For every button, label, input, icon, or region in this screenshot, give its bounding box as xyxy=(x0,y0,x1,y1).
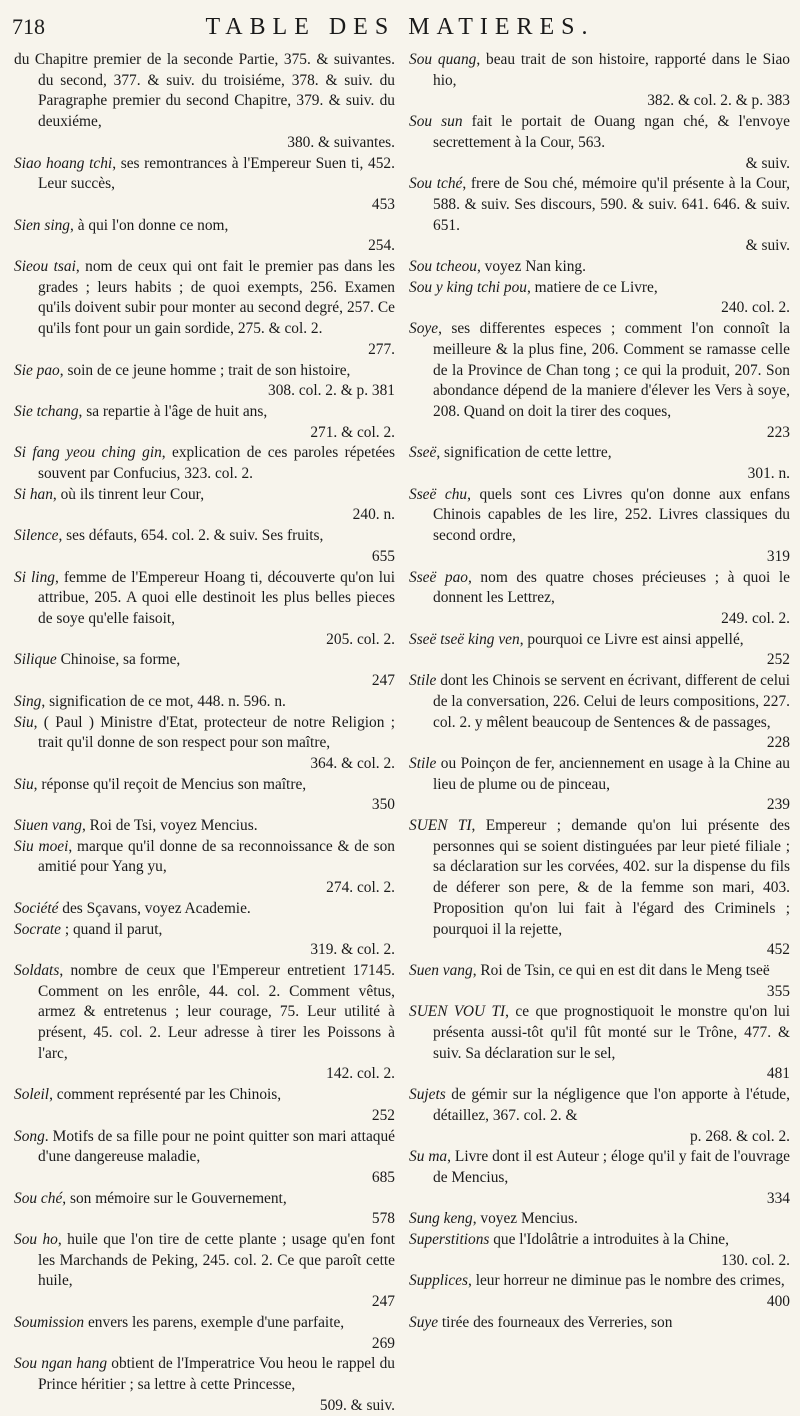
entry-reference: 142. col. 2. xyxy=(326,1065,395,1083)
index-entry xyxy=(14,1127,395,1189)
entry-reference: 247 xyxy=(371,672,395,690)
entry-term: Siao hoang tchi xyxy=(14,154,113,172)
index-entry xyxy=(409,1230,790,1271)
index-entry xyxy=(14,485,395,526)
entry-reference: 364. & col. 2. xyxy=(310,754,395,772)
entry-text: . Motifs de sa fille pour ne point quitter son mari attaqué d'une dangereuse maladie, xyxy=(38,1127,395,1166)
entry-reference: 453 xyxy=(371,195,395,213)
entry-reference: 655 xyxy=(371,547,395,565)
entry-term: Siu xyxy=(14,775,34,793)
entry-text: , nombre de ceux que l'Empereur entretient 17145. Comment on les enrôle, 44. col. 2. Comment vêtus, armez & entretenus ; leur courage, 75. Leur utilité à présent, 45. col. 2. Leur adresse à tirer les Poissons à l'arc, xyxy=(38,961,395,1062)
entry-term: Sseë chu xyxy=(409,485,468,503)
entry-text: , ( Paul ) Ministre d'Etat, protecteur de notre Religion ; trait qu'il donne de son respect pour son maître, xyxy=(33,713,395,752)
entry-reference: 350 xyxy=(371,796,395,814)
entry-term: Supplices xyxy=(409,1272,468,1290)
entry-term: Stile xyxy=(409,672,437,690)
index-entry xyxy=(14,216,395,257)
entry-reference: 578 xyxy=(371,1210,395,1228)
entry-term: Si ling xyxy=(14,568,55,586)
entry-text: , son mémoire sur le Gouvernement, xyxy=(62,1189,287,1207)
entry-text: , ses défauts, 654. col. 2. & suiv. Ses fruits, xyxy=(58,527,324,545)
entry-reference: 301. n. xyxy=(747,465,790,483)
index-entry xyxy=(14,961,395,1085)
entry-text: fait le portait de Ouang ngan ché, & l'envoye secrettement à la Cour, 563. xyxy=(433,113,790,151)
entry-term: Su ma xyxy=(409,1148,448,1166)
entry-reference: 334 xyxy=(766,1189,790,1207)
entry-text: , explication de ces paroles répetées souvent par Confucius, 323. col. 2. xyxy=(38,444,395,483)
entry-term: Silique xyxy=(14,651,57,669)
index-entry xyxy=(409,278,790,319)
entry-text: , signification de ce mot, 448. n. 596. n. xyxy=(41,692,286,710)
entry-term: Socrate xyxy=(14,920,62,938)
entry-text: , huile que l'on tire de cette plante ; usage qu'en font les Marchands de Peking, 245. col. 2. Ce que paroît cette huile, xyxy=(38,1231,395,1290)
entry-reference: 271. & col. 2. xyxy=(310,423,395,441)
entry-text: , soin de ce jeune homme ; trait de son histoire, xyxy=(59,361,351,379)
entry-text: , frere de Sou ché, mémoire qu'il présente à la Cour, 588. & suiv. Ses discours, 590. & suiv. 641. 646. & suiv. 651. xyxy=(433,175,791,234)
index-entry xyxy=(409,961,790,1002)
entry-term: Sou y king tchi pou xyxy=(409,278,527,296)
entry-term: Si fang yeou ching gin xyxy=(14,444,162,462)
entry-reference: 277. xyxy=(368,340,395,358)
entry-text: , voyez Mencius. xyxy=(472,1210,578,1228)
entry-term: Sou ngan hang xyxy=(14,1355,108,1373)
entry-term: Stile xyxy=(409,754,437,772)
entry-reference: 249. col. 2. xyxy=(721,609,790,627)
index-entry xyxy=(409,1313,790,1334)
index-entry xyxy=(409,1209,790,1230)
entry-term: Sien sing xyxy=(14,216,71,234)
entry-reference: 252 xyxy=(766,651,790,669)
entry-text: obtient de l'Imperatrice Vou heou le rappel du Prince héritier ; sa lettre à cette Princesse, xyxy=(38,1355,395,1393)
entry-text: , Livre dont il est Auteur ; éloge qu'il y fait de l'ouvrage de Mencius, xyxy=(433,1148,790,1186)
entry-text: , ce que prognostiquoit le monstre qu'on lui présenta aussi-tôt qu'il fût monté sur le Trône, 477. & suiv. Sa déclaration sur le sel, xyxy=(433,1003,790,1062)
index-entry xyxy=(14,154,395,216)
entry-reference: 481 xyxy=(766,1065,790,1083)
entry-text: , matiere de ce Livre, xyxy=(526,278,658,296)
index-entry xyxy=(14,692,395,713)
entry-text: que l'Idolâtrie a introduites à la Chine, xyxy=(489,1231,729,1249)
entry-text: , comment représenté par les Chinois, xyxy=(49,1086,282,1104)
entry-reference: 240. n. xyxy=(352,506,395,524)
index-entry xyxy=(14,1354,395,1416)
entry-text: , ses differentes especes ; comment l'on connoît la meilleure & la plus fine, 206. Comment se ramasse celle de la Province de Chan tong ; ce qui la produit, 207. Son abondance dépend de la maniere d'élever les Vers à soye, 208. Quand on doit la tirer des coques, xyxy=(433,320,790,420)
entry-term: SUEN TI xyxy=(409,817,472,835)
index-entry xyxy=(14,443,395,484)
entry-reference: p. 268. & col. 2. xyxy=(689,1127,790,1145)
entry-text: , Roi de Tsin, ce qui en est dit dans le Meng tseë xyxy=(472,961,770,979)
index-entry xyxy=(14,899,395,920)
entry-term: Siu moei xyxy=(14,837,69,855)
entry-term: Sie tchang xyxy=(14,402,79,420)
entry-reference: 319. & col. 2. xyxy=(310,941,395,959)
entry-term: Suye xyxy=(409,1313,439,1331)
right-column xyxy=(409,50,790,1336)
index-entry xyxy=(409,1271,790,1312)
index-entry xyxy=(409,485,790,568)
index-entry xyxy=(14,920,395,961)
entry-term: Société xyxy=(14,899,59,917)
index-entry xyxy=(14,361,395,402)
index-entry xyxy=(14,713,395,775)
entry-text: , quels sont ces Livres qu'on donne aux enfans Chinois capables de les lire, 252. Livres classiques du second ordre, xyxy=(433,485,790,545)
entry-text: , ses remontrances à l'Empereur Suen ti, 452. Leur succès, xyxy=(38,154,395,193)
entry-reference: 319 xyxy=(766,547,790,565)
index-entry xyxy=(14,50,395,154)
entry-text: , sa repartie à l'âge de huit ans, xyxy=(78,402,268,420)
index-entry xyxy=(14,837,395,899)
index-entry xyxy=(14,402,395,443)
index-entry xyxy=(409,754,790,816)
entry-term: Sou ché xyxy=(14,1189,63,1207)
entry-reference: 254. xyxy=(368,237,395,255)
entry-text: , leur horreur ne diminue pas le nombre des crimes, xyxy=(468,1272,785,1290)
entry-reference: 308. col. 2. & p. 381 xyxy=(268,382,395,400)
entry-term: Siu xyxy=(14,713,34,731)
entry-term: Sou sun xyxy=(409,113,463,131)
entry-term: SUEN VOU TI xyxy=(409,1003,506,1021)
entry-reference: 274. col. 2. xyxy=(326,879,395,897)
entry-term: Sseë pao xyxy=(409,568,469,586)
index-entry xyxy=(14,775,395,816)
entry-term: Si han xyxy=(14,485,53,503)
index-entry xyxy=(14,1085,395,1126)
entry-reference: 130. col. 2. xyxy=(721,1251,790,1269)
entry-reference: 382. & col. 2. & p. 383 xyxy=(647,92,790,110)
index-entry xyxy=(409,1147,790,1209)
entry-term: Soleil xyxy=(14,1086,50,1104)
entry-text: Chinoise, sa forme, xyxy=(56,651,181,669)
entry-text: , nom de ceux qui ont fait le premier pas dans les grades ; leurs habits ; de quoi exempts, 256. Examen qu'ils doivent subir pour monter au second degré, 257. Ce qu'ils font pour un gain sordide, 275. & col. 2. xyxy=(38,258,395,338)
entry-reference: 239 xyxy=(766,796,790,814)
entry-reference: 269 xyxy=(371,1334,395,1352)
index-entry xyxy=(409,257,790,278)
entry-text: , réponse qu'il reçoit de Mencius son maître, xyxy=(33,775,307,793)
entry-text: ou Poinçon de fer, anciennement en usage à la Chine au lieu de plume ou de pinceau, xyxy=(433,754,790,793)
index-entry xyxy=(409,443,790,484)
entry-text: , Empereur ; demande qu'on lui présente des personnes qui se soient distinguées par leur pieté filiale ; sa déclaration sur les corvées, 402. sur la dispense du fils de déferer son pere, & de la femme son mari, 403. Proposition qu'on lui fait à l'égard des Criminels ; pourquoi il la rejette, xyxy=(433,817,790,938)
entry-term: Sou tcheou xyxy=(409,258,477,276)
index-entry xyxy=(14,1230,395,1313)
entry-reference: 228 xyxy=(766,734,790,752)
entry-term: Siuen vang xyxy=(14,817,82,835)
entry-text: du Chapitre premier de la seconde Partie, 375. & suivantes. du second, 377. & suiv. du troisiéme, 378. & suiv. du Paragraphe premier du second Chapitre, 379. & suiv. du deuxiéme, xyxy=(14,51,395,131)
entry-term: Sung keng xyxy=(409,1210,473,1228)
index-entry xyxy=(409,568,790,630)
entry-reference: 509. & suiv. xyxy=(319,1396,395,1414)
entry-term: Song xyxy=(14,1127,45,1145)
entry-term: Soldats xyxy=(14,961,60,979)
index-entry xyxy=(14,526,395,567)
index-entry xyxy=(409,112,790,174)
entry-reference: 223 xyxy=(766,423,790,441)
entry-reference: 685 xyxy=(371,1168,395,1186)
entry-text: , Roi de Tsi, voyez Mencius. xyxy=(81,817,258,835)
entry-term: Sie pao xyxy=(14,361,60,379)
index-entry xyxy=(409,630,790,671)
entry-text: de gémir sur la négligence que l'on apporte à l'étude, détaillez, 367. col. 2. & xyxy=(433,1086,790,1124)
index-entry xyxy=(409,816,790,961)
index-entry xyxy=(14,1189,395,1230)
entry-reference: 240. col. 2. xyxy=(721,299,790,317)
entry-reference: 400 xyxy=(766,1293,790,1311)
entry-term: Sou quang xyxy=(409,51,477,68)
entry-reference: 252 xyxy=(371,1106,395,1124)
entry-term: Sou tché xyxy=(409,175,463,193)
entry-text: , à qui l'on donne ce nom, xyxy=(70,216,229,234)
entry-term: Soye xyxy=(409,320,439,338)
entry-term: Sing xyxy=(14,692,42,710)
index-columns xyxy=(14,50,791,1414)
entry-term: Sou ho xyxy=(14,1231,58,1249)
entry-reference: 355 xyxy=(766,982,790,1000)
entry-reference: 452 xyxy=(766,941,790,959)
left-column xyxy=(14,50,396,1414)
index-entry xyxy=(14,257,395,361)
entry-text: envers les parens, exemple d'une parfaite, xyxy=(84,1313,345,1331)
entry-term: Sujets xyxy=(409,1086,446,1104)
index-entry xyxy=(14,1313,395,1354)
entry-reference: 247 xyxy=(371,1293,395,1311)
index-entry xyxy=(14,816,395,837)
entry-text: , signification de cette lettre, xyxy=(436,444,612,462)
entry-text: , pourquoi ce Livre est ainsi appellé, xyxy=(519,630,744,648)
index-entry xyxy=(409,1085,790,1147)
entry-text: dont les Chinois se servent en écrivant, different de celui de la conversation, 226. Celui de leurs compositions, 227. col. 2. y mêlent beaucoup de Sentences & de passages, xyxy=(433,672,790,731)
entry-text: , marque qu'il donne de sa reconnoissance & de son amitié pour Yang yu, xyxy=(38,837,395,876)
entry-reference: & suiv. xyxy=(745,237,790,255)
entry-text: , voyez Nan king. xyxy=(476,258,586,276)
index-entry xyxy=(409,1002,790,1085)
page-header xyxy=(12,14,788,48)
entry-text: , nom des quatre choses précieuses ; à quoi le donnent les Lettrez, xyxy=(433,568,791,607)
entry-term: Sieou tsai xyxy=(14,258,76,276)
entry-reference: 380. & suivantes. xyxy=(287,133,395,151)
entry-text: , femme de l'Empereur Hoang ti, découverte qu'on lui attribue, 205. A quoi elle destinoit les plus belles pieces de soye qu'elle faisoit, xyxy=(38,568,396,627)
entry-text: , beau trait de son histoire, rapporté dans le Siao hio, xyxy=(433,51,790,89)
index-entry xyxy=(409,174,790,257)
entry-reference: & suiv. xyxy=(745,154,790,172)
entry-term: Superstitions xyxy=(409,1231,490,1249)
entry-term: Silence xyxy=(14,527,59,545)
entry-text: ; quand il parut, xyxy=(61,920,163,938)
entry-term: Sseë xyxy=(409,444,437,462)
entry-term: Sseë tseë king ven xyxy=(409,630,520,648)
entry-term: Suen vang xyxy=(409,961,473,979)
index-entry xyxy=(14,650,395,691)
entry-term: Soumission xyxy=(14,1313,85,1331)
entry-text: tirée des fourneaux des Verreries, son xyxy=(438,1313,673,1331)
page-number: 718 xyxy=(12,14,45,39)
index-entry xyxy=(409,671,790,754)
index-entry xyxy=(409,50,790,112)
entry-text: des Sçavans, voyez Academie. xyxy=(58,899,251,917)
running-title: TABLE DES MATIERES. xyxy=(205,14,595,40)
entry-reference: 205. col. 2. xyxy=(326,630,395,648)
index-entry xyxy=(409,319,790,443)
index-entry xyxy=(14,568,395,651)
entry-text: , où ils tinrent leur Cour, xyxy=(52,485,205,503)
